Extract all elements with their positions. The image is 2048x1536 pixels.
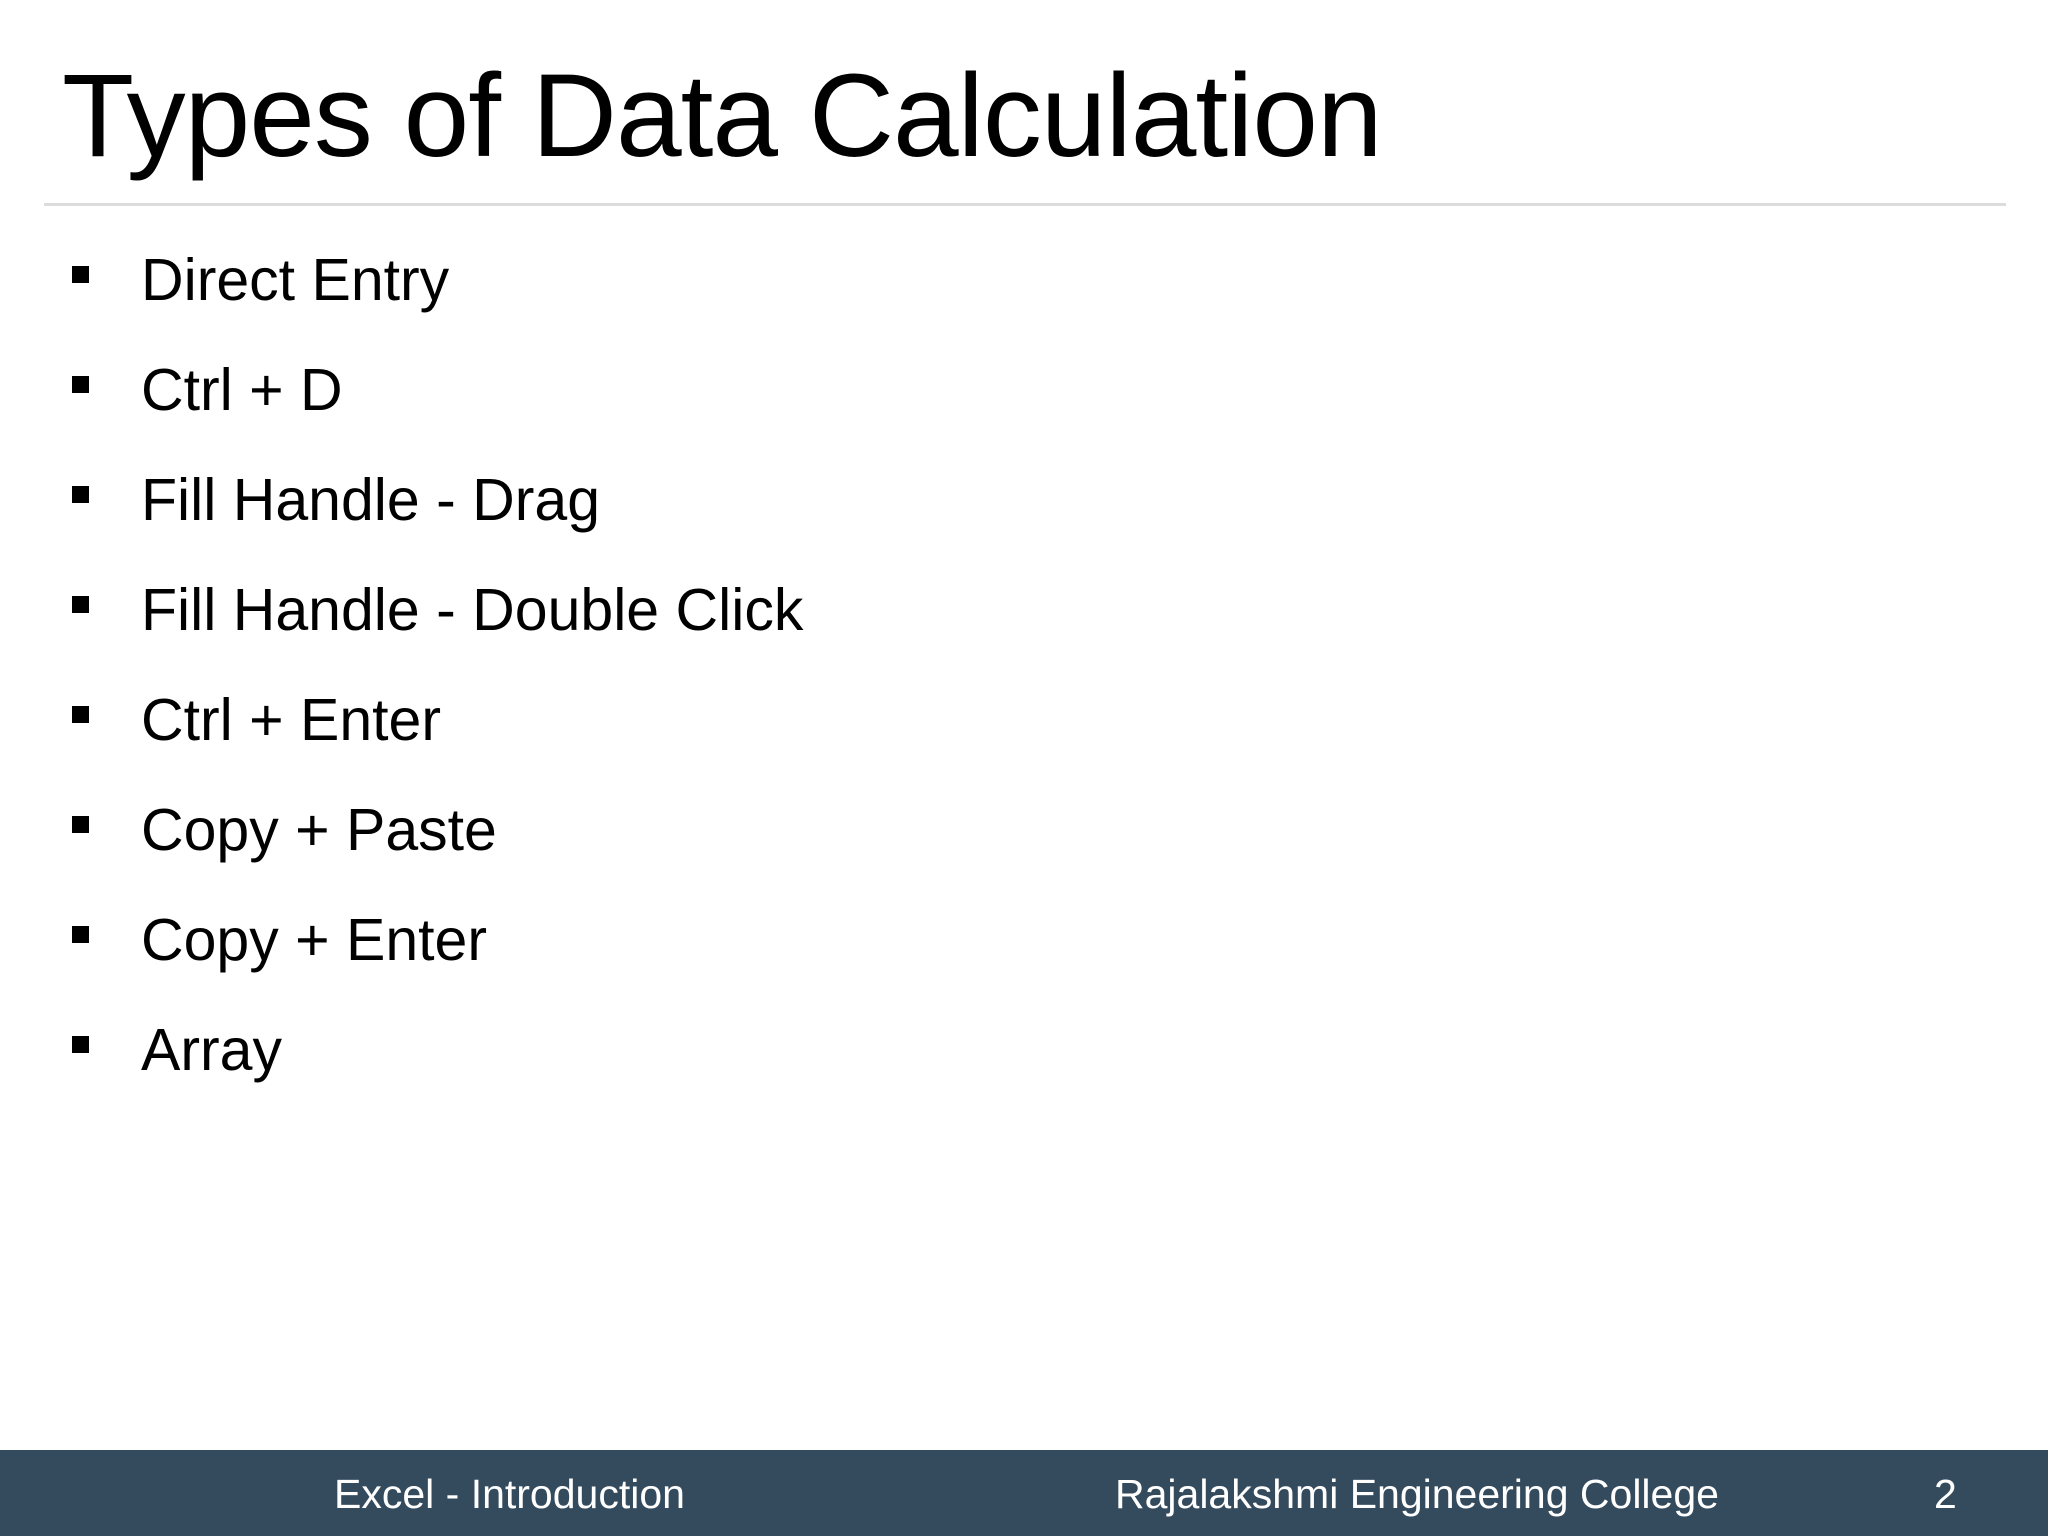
square-bullet-icon xyxy=(72,706,89,723)
footer-course-title: Excel - Introduction xyxy=(334,1471,685,1517)
bullet-text: Direct Entry xyxy=(141,247,450,313)
square-bullet-icon xyxy=(72,266,89,283)
bullet-text: Copy + Enter xyxy=(141,907,487,973)
slide-number: 2 xyxy=(1934,1471,1957,1517)
square-bullet-icon xyxy=(72,486,89,503)
bullet-text: Fill Handle - Drag xyxy=(141,467,601,533)
bullet-text: Array xyxy=(141,1017,282,1083)
footer-institution: Rajalakshmi Engineering College xyxy=(1115,1471,1719,1517)
square-bullet-icon xyxy=(72,376,89,393)
bullet-text: Ctrl + D xyxy=(141,357,343,423)
bullet-text: Ctrl + Enter xyxy=(141,687,442,753)
square-bullet-icon xyxy=(72,816,89,833)
bullet-text: Copy + Paste xyxy=(141,797,497,863)
title-divider xyxy=(44,203,2006,206)
square-bullet-icon xyxy=(72,596,89,613)
square-bullet-icon xyxy=(72,1036,89,1053)
slide-title: Types of Data Calculation xyxy=(62,50,1382,182)
bullet-text: Fill Handle - Double Click xyxy=(141,577,804,643)
square-bullet-icon xyxy=(72,926,89,943)
slide-footer xyxy=(0,1450,2048,1536)
